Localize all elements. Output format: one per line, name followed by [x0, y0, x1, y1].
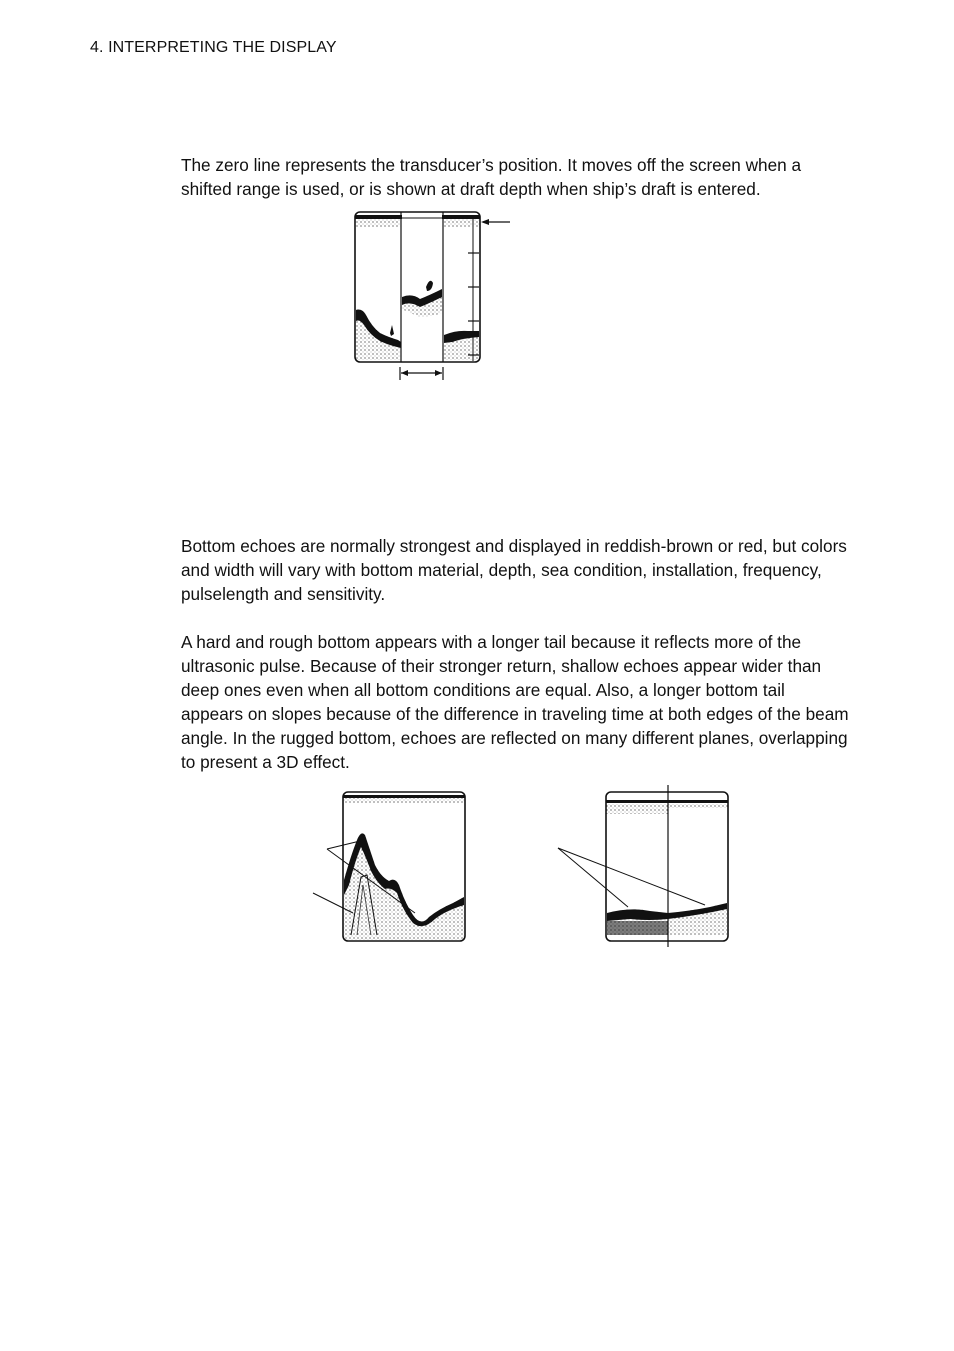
paragraph-bottom-tail: A hard and rough bottom appears with a longer tail because it reflects more of the ultrasonic pulse. Because of their stronger return, shallow echoes appear wider than deep ones even when all bottom conditions are equal. Also, a longer bottom tail appears on slopes because of the difference in traveling time at both edges of the beam angle. In the rugged bottom, echoes are reflected on many different planes, overlapping to present a 3D effect. — [181, 632, 849, 772]
paragraph-zero-line: The zero line represents the transducer’s position. It moves off the screen when a shifted range is used, or is shown at draft depth when ship’s draft is entered. — [181, 155, 802, 199]
rugged-bottom-echogram-illustration — [305, 785, 475, 950]
flat-bottom-echogram-illustration — [550, 785, 740, 950]
paragraph-bottom-echoes: Bottom echoes are normally strongest and displayed in reddish-brown or red, but colors and width will vary with bottom material, depth, sea condition, installation, frequency, pulselength and sensitivity. — [181, 536, 847, 604]
zero-line-echogram-illustration — [340, 205, 520, 385]
running-header: 4. INTERPRETING THE DISPLAY — [90, 39, 337, 56]
